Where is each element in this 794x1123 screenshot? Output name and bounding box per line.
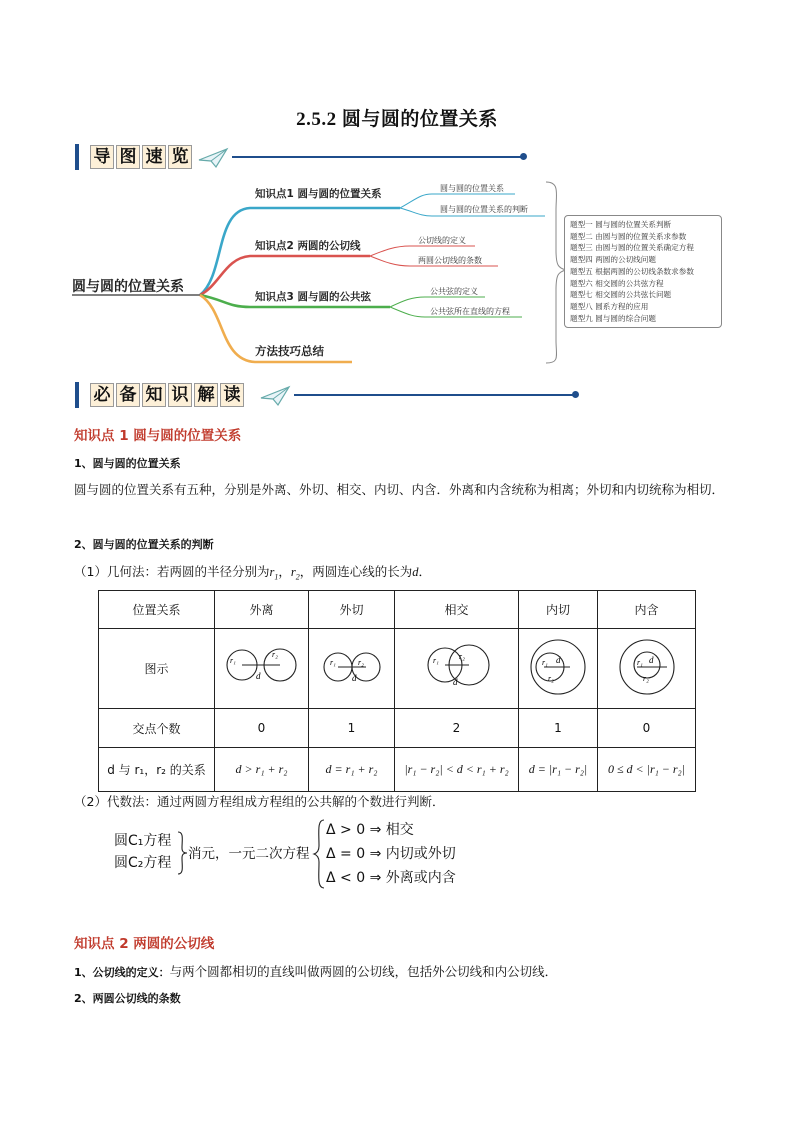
geo-sep: ，	[278, 564, 291, 579]
question-type-item: 题型四 两圆的公切线问题	[570, 255, 656, 265]
question-type-item: 题型六 相交圆的公共弦方程	[570, 278, 664, 288]
mindmap-sub: 圆与圆的位置关系的判断	[440, 205, 528, 214]
banner-char: 览	[168, 145, 192, 169]
question-type-item: 题型二 由圆与圆的位置关系求参数	[570, 231, 687, 241]
svg-text:r₁: r₁	[636, 658, 643, 667]
mindmap-branch-4: 方法技巧总结	[255, 344, 324, 358]
table-header-cell: 内切	[519, 591, 598, 629]
table-cell: d = |r₁ − r₂|	[519, 748, 598, 792]
table-header-cell: 相交	[395, 591, 519, 629]
right-brace	[176, 830, 188, 876]
svg-text:d: d	[648, 655, 653, 665]
table-header-cell: 位置关系	[99, 591, 215, 629]
diagram-external-tangent	[309, 629, 395, 709]
mindmap-sub: 圆与圆的位置关系	[440, 184, 504, 193]
svg-text:r₁: r₁	[542, 658, 548, 667]
svg-text:r₁: r₁	[432, 656, 439, 665]
mindmap-root: 圆与圆的位置关系	[72, 279, 184, 295]
page-title: 2.5.2 圆与圆的位置关系	[296, 109, 498, 130]
svg-text:r₁: r₁	[229, 656, 236, 665]
table-header-cell: 外切	[309, 591, 395, 629]
paper-plane-icon	[258, 384, 292, 408]
banner-char: 导	[90, 145, 114, 169]
section-title: 知识点 1 圆与圆的位置关系	[74, 428, 242, 444]
geo-r1: r	[269, 565, 275, 579]
svg-text:r₂: r₂	[357, 658, 364, 667]
svg-text:r₂: r₂	[548, 674, 554, 683]
mindmap-sub: 公共弦的定义	[430, 287, 478, 296]
diagram-contained	[598, 629, 696, 709]
svg-text:r₂: r₂	[271, 650, 278, 659]
subheading: 2、圆与圆的位置关系的判断	[74, 538, 214, 551]
diagram-intersecting	[395, 629, 519, 709]
diagram-internal-tangent	[519, 629, 598, 709]
table-header-cell: 外离	[215, 591, 309, 629]
svg-text:r₂: r₂	[458, 652, 465, 661]
table-row-label: d 与 r₁，r₂ 的关系	[99, 748, 215, 792]
banner-char: 速	[142, 145, 166, 169]
banner-char: 图	[116, 145, 140, 169]
table-cell: 2	[395, 709, 519, 748]
banner-accent-bar	[75, 382, 79, 408]
geo-d: d	[412, 565, 419, 579]
tangent-definition-label: 1、公切线的定义：	[74, 966, 170, 979]
banner-char: 备	[116, 383, 140, 407]
banner-rule	[294, 394, 574, 396]
banner-char: 必	[90, 383, 114, 407]
table-cell: 0 ≤ d < |r₁ − r₂|	[598, 748, 696, 792]
geometric-method-line: （1）几何法：若两圆的半径分别为$r_1$，$r_2$，两圆连心线的长为d．	[74, 564, 432, 582]
banner-dot	[520, 153, 527, 160]
circle-equations	[114, 830, 171, 874]
circles-external-diagram	[222, 637, 302, 697]
mindmap-sub: 两圆公切线的条数	[418, 256, 482, 265]
table-cell: d = r₁ + r₂	[309, 748, 395, 792]
mindmap-sub: 公切线的定义	[418, 236, 466, 245]
discriminant-case: Δ < 0 ⇒ 外离或内含	[326, 870, 456, 886]
banner-mindmap-heading	[90, 145, 192, 169]
geo-r2: r	[290, 565, 296, 579]
mindmap-branch-2: 知识点2 两圆的公切线	[255, 240, 361, 252]
table-row	[99, 748, 696, 792]
elimination-text: 消元，一元二次方程	[188, 846, 310, 862]
banner-knowledge-heading	[90, 383, 244, 407]
relation-table	[98, 590, 696, 792]
circles-external-tangent-diagram	[314, 637, 390, 697]
question-type-item: 题型一 圆与圆的位置关系判断	[570, 220, 672, 229]
mindmap-branch-1: 知识点1 圆与圆的位置关系	[255, 188, 382, 200]
table-header-row	[99, 591, 696, 629]
subheading: 2、两圆公切线的条数	[74, 992, 181, 1005]
table-row-label: 交点个数	[99, 709, 215, 748]
paragraph: 圆与圆的位置关系有五种，分别是外离、外切、相交、内切、内含．外离和内含统称为相离；外切和内切统称为相切．	[74, 482, 725, 497]
subheading: 1、圆与圆的位置关系	[74, 457, 181, 470]
table-row-label: 图示	[99, 629, 215, 709]
svg-text:d: d	[351, 673, 356, 683]
table-cell: |r₁ − r₂| < d < r₁ + r₂	[395, 748, 519, 792]
circles-intersecting-diagram	[417, 635, 497, 699]
svg-text:d: d	[556, 655, 561, 665]
discriminant-cases	[326, 818, 456, 890]
circles-internal-tangent-diagram	[526, 635, 590, 699]
svg-text:d: d	[255, 671, 260, 681]
circle-c1-equation: 圆C₁方程	[114, 833, 172, 849]
mindmap-sub: 公共弦所在直线的方程	[430, 307, 510, 316]
discriminant-case: Δ = 0 ⇒ 内切或外切	[326, 846, 456, 862]
banner-rule	[232, 156, 522, 158]
section-title: 知识点 2 两圆的公切线	[74, 936, 215, 952]
discriminant-case: Δ > 0 ⇒ 相交	[326, 822, 414, 838]
svg-text:d: d	[452, 677, 457, 687]
left-brace	[312, 818, 326, 890]
banner-char: 读	[220, 383, 244, 407]
table-cell: 1	[519, 709, 598, 748]
diagram-external	[215, 629, 309, 709]
circles-contained-diagram	[615, 635, 679, 699]
geo-mid: ，两圆连心线的长为	[299, 564, 413, 579]
table-cell: 1	[309, 709, 395, 748]
mindmap-branch-3: 知识点3 圆与圆的公共弦	[255, 291, 371, 303]
banner-char: 解	[194, 383, 218, 407]
question-type-item: 题型五 根据两圆的公切线条数求参数	[570, 266, 694, 276]
svg-text:r₁: r₁	[329, 658, 336, 667]
tangent-definition-text: 与两个圆都相切的直线叫做两圆的公切线，包括外公切线和内公切线．	[169, 964, 558, 979]
question-types-box	[564, 215, 722, 328]
circle-c2-equation: 圆C₂方程	[114, 855, 172, 871]
banner-accent-bar	[75, 144, 79, 170]
question-type-item: 题型三 由圆与圆的位置关系确定方程	[570, 243, 694, 253]
geo-prefix: （1）几何法：若两圆的半径分别为	[74, 564, 270, 579]
question-type-item: 题型九 圆与圆的综合问题	[570, 313, 656, 323]
algebraic-method-line: （2）代数法：通过两圆方程组成方程组的公共解的个数进行判断．	[74, 794, 445, 809]
table-row	[99, 629, 696, 709]
table-header-cell: 内含	[598, 591, 696, 629]
geo-end: ．	[418, 564, 432, 579]
table-cell: d > r₁ + r₂	[215, 748, 309, 792]
table-cell: 0	[598, 709, 696, 748]
question-type-item: 题型八 圆系方程的应用	[570, 301, 649, 311]
svg-text:r₂: r₂	[642, 674, 649, 683]
table-row	[99, 709, 696, 748]
paper-plane-icon	[196, 146, 230, 170]
question-type-item: 题型七 相交圆的公共弦长问题	[570, 290, 672, 300]
banner-dot	[572, 391, 579, 398]
tangent-definition-line	[74, 962, 557, 980]
table-cell: 0	[215, 709, 309, 748]
banner-char: 识	[168, 383, 192, 407]
banner-char: 知	[142, 383, 166, 407]
